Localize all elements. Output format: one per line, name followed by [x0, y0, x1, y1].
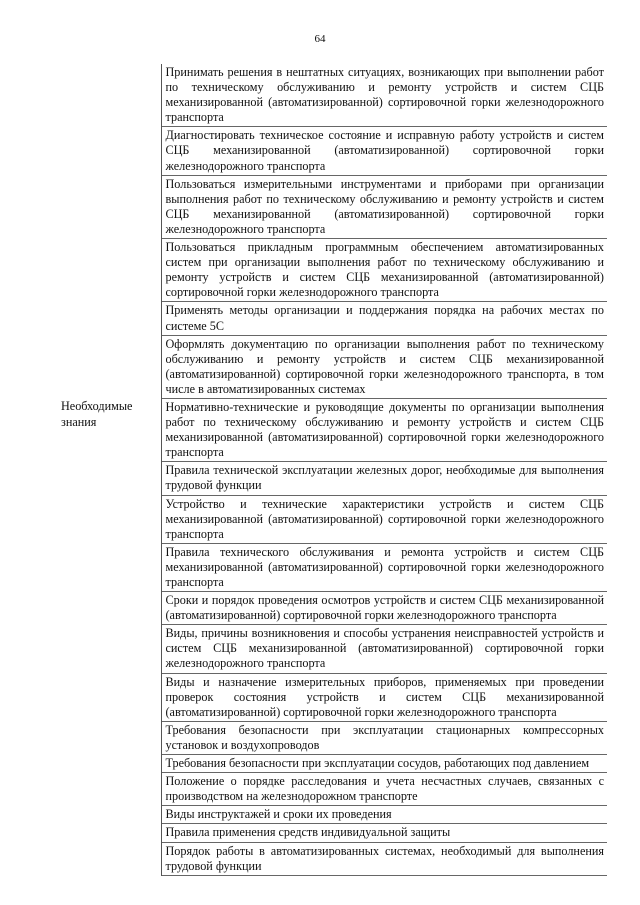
knowledge-item: Виды инструктажей и сроки их проведения	[161, 806, 607, 824]
knowledge-item: Порядок работы в автоматизированных системах, необходимый для выполнения трудовой функции	[161, 842, 607, 875]
knowledge-item: Положение о порядке расследования и учета несчастных случаев, связанных с производством на железнодорожном транспорте	[161, 773, 607, 806]
page-number: 64	[314, 33, 326, 45]
skill-item: Принимать решения в нештатных ситуациях, возникающих при выполнении работ по техническому обслуживанию и ремонту устройств и систем СЦБ механизированной (автоматизированной) сортировочной горки железнодорожного транспорта	[161, 64, 607, 127]
skill-item: Оформлять документацию по организации выполнения работ по техническому обслуживанию и ремонту устройств и систем СЦБ механизированной (автоматизированной) сортировочной горки железнодорожного транспорта, в том числе в автоматизированных системах	[161, 335, 607, 398]
knowledge-item: Правила применения средств индивидуальной защиты	[161, 824, 607, 842]
skill-item: Диагностировать техническое состояние и исправную работу устройств и систем СЦБ механизированной (автоматизированной) сортировочной горки железнодорожного транспорта	[161, 127, 607, 175]
knowledge-item: Требования безопасности при эксплуатации сосудов, работающих под давлением	[161, 755, 607, 773]
table-row	[59, 64, 607, 127]
knowledge-item: Правила технического обслуживания и ремонта устройств и систем СЦБ механизированной (автоматизированной) сортировочной горки железнодорожного транспорта	[161, 543, 607, 591]
skill-item: Применять методы организации и поддержания порядка на рабочих местах по системе 5С	[161, 302, 607, 335]
knowledge-item: Требования безопасности при эксплуатации стационарных компрессорных установок и воздухопроводов	[161, 721, 607, 754]
knowledge-item: Виды, причины возникновения и способы устранения неисправностей устройств и систем СЦБ механизированной (автоматизированной) сортировочной горки железнодорожного транспорта	[161, 625, 607, 673]
knowledge-item: Сроки и порядок проведения осмотров устройств и систем СЦБ механизированной (автоматизированной) сортировочной горки железнодорожного транспорта	[161, 592, 607, 625]
knowledge-item: Нормативно-технические и руководящие документы по организации выполнения работ по техническому обслуживанию и ремонту устройств и систем СЦБ механизированной (автоматизированной) сортировочной горки железнодорожного транспорта	[161, 398, 607, 461]
competency-table	[59, 64, 607, 876]
skill-item: Пользоваться прикладным программным обеспечением автоматизированных систем при организации выполнения работ по техническому обслуживанию и ремонту устройств и систем СЦБ механизированной (автоматизированной) сортировочной горки железнодорожного транспорта	[161, 239, 607, 302]
table-row	[59, 398, 607, 461]
skill-item: Пользоваться измерительными инструментами и приборами при организации выполнения работ по техническому обслуживанию и ремонту устройств и систем СЦБ механизированной (автоматизированной) сортировочной горки железнодорожного транспорта	[161, 175, 607, 238]
knowledge-item: Виды и назначение измерительных приборов, применяемых при проведении проверок состояния устройств и систем СЦБ механизированной (автоматизированной) сортировочной горки железнодорожного транспорта	[161, 673, 607, 721]
section-label-skills	[59, 64, 161, 398]
knowledge-item: Устройство и технические характеристики устройств и систем СЦБ механизированной (автоматизированной) сортировочной горки железнодорожного транспорта	[161, 495, 607, 543]
section-label-knowledge: Необходимые знания	[59, 398, 161, 875]
knowledge-item: Правила технической эксплуатации железных дорог, необходимые для выполнения трудовой функции	[161, 462, 607, 495]
